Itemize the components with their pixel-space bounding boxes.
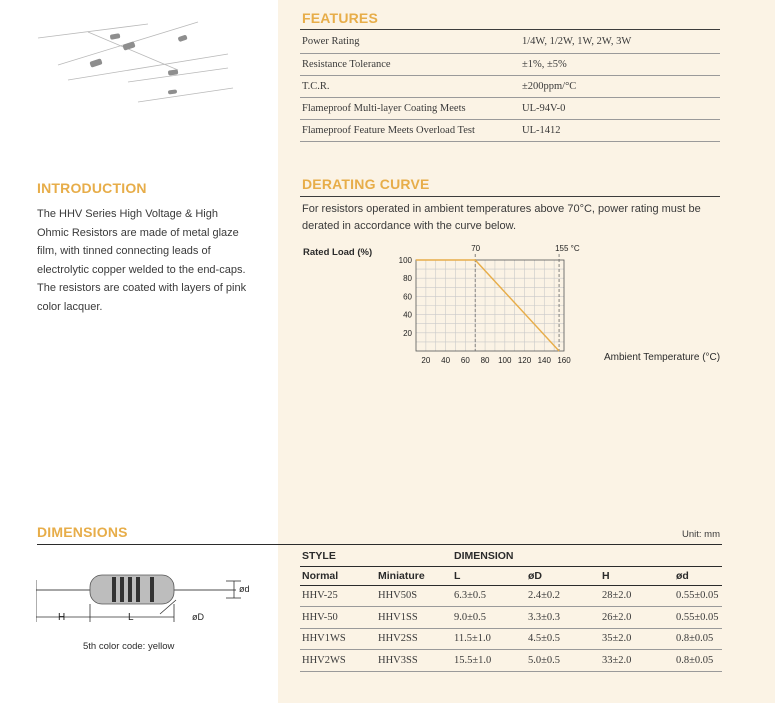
table-cell: HHV3SS: [376, 650, 452, 672]
dimension-oD-label: øD: [192, 612, 204, 622]
feature-value: ±1%, ±5%: [522, 53, 720, 75]
features-row: [300, 119, 720, 141]
x-tick-label: 100: [498, 356, 512, 365]
dimension-h-label: H: [58, 612, 66, 623]
table-row: [300, 607, 722, 629]
chart-xlabel: Ambient Temperature (°C): [604, 352, 721, 363]
feature-label: Flameproof Feature Meets Overload Test: [300, 119, 522, 141]
table-cell: 15.5±1.0: [452, 650, 526, 672]
table-cell: HHV-25: [300, 585, 376, 607]
dimensions-column-header: [300, 566, 722, 585]
dimension-l-label: L: [128, 612, 134, 623]
table-cell: 4.5±0.5: [526, 628, 600, 650]
y-tick-label: 100: [398, 256, 412, 265]
table-cell: 0.55±0.05: [674, 585, 722, 607]
y-tick-label: 80: [403, 274, 412, 284]
features-row: [300, 97, 720, 119]
x-tick-label: 80: [480, 356, 490, 365]
table-cell: 26±2.0: [600, 607, 674, 629]
table-cell: 2.4±0.2: [526, 585, 600, 607]
dimensions-heading: DIMENSIONS: [37, 524, 128, 540]
dimensions-rule: [37, 544, 722, 545]
table-cell: HHV2WS: [300, 650, 376, 672]
feature-label: Resistance Tolerance: [300, 53, 522, 75]
derating-heading: DERATING CURVE: [302, 176, 430, 192]
table-row: [300, 585, 722, 607]
table-row: [300, 650, 722, 672]
chart-ylabel: Rated Load (%): [303, 247, 373, 258]
x-tick-label: 60: [460, 356, 470, 365]
feature-value: ±200ppm/°C: [522, 75, 720, 97]
resistor-photo: [28, 10, 258, 120]
table-cell: 35±2.0: [600, 628, 674, 650]
table-cell: 0.55±0.05: [674, 607, 722, 629]
x-tick-label: 140: [537, 356, 551, 365]
dimension-group-header: DIMENSION: [452, 547, 722, 566]
table-cell: HHV50S: [376, 585, 452, 607]
table-cell: 33±2.0: [600, 650, 674, 672]
x-tick-label: 160: [557, 356, 571, 365]
table-row: [300, 628, 722, 650]
table-cell: 5.0±0.5: [526, 650, 600, 672]
feature-label: Flameproof Multi-layer Coating Meets: [300, 97, 522, 119]
table-cell: 0.8±0.05: [674, 650, 722, 672]
table-cell: HHV2SS: [376, 628, 452, 650]
feature-label: T.C.R.: [300, 75, 522, 97]
column-header: Normal: [300, 566, 376, 585]
y-tick-label: 20: [403, 328, 412, 338]
derating-rule: [300, 196, 720, 197]
y-tick-label: 60: [403, 292, 412, 302]
dimensions-group-header: [300, 547, 722, 566]
x-tick-label: 120: [517, 356, 532, 365]
features-row: [300, 53, 720, 75]
marker-label: 70: [471, 244, 481, 253]
column-header: Miniature: [376, 566, 452, 585]
features-heading: FEATURES: [302, 10, 379, 26]
features-row: [300, 75, 720, 97]
marker-label: 155 °C: [555, 244, 580, 253]
introduction-heading: INTRODUCTION: [37, 180, 147, 196]
y-tick-label: 40: [403, 310, 412, 320]
feature-value: UL-1412: [522, 119, 720, 141]
table-cell: HHV-50: [300, 607, 376, 629]
column-header: ød: [674, 566, 722, 585]
color-code-caption: 5th color code: yellow: [83, 641, 175, 652]
table-cell: HHV1SS: [376, 607, 452, 629]
table-cell: 6.3±0.5: [452, 585, 526, 607]
column-header: H: [600, 566, 674, 585]
derating-chart: [372, 240, 582, 368]
column-header: L: [452, 566, 526, 585]
features-row: [300, 31, 720, 53]
unit-label: Unit: mm: [682, 529, 720, 540]
table-cell: 28±2.0: [600, 585, 674, 607]
table-cell: 3.3±0.3: [526, 607, 600, 629]
resistor-dimension-diagram: [36, 570, 251, 630]
x-tick-label: 40: [441, 356, 451, 365]
dimensions-table: [300, 547, 722, 672]
table-cell: 11.5±1.0: [452, 628, 526, 650]
table-cell: 0.8±0.05: [674, 628, 722, 650]
column-header: øD: [526, 566, 600, 585]
feature-label: Power Rating: [300, 31, 522, 53]
features-rule: [300, 29, 720, 30]
table-cell: 9.0±0.5: [452, 607, 526, 629]
features-table: [300, 31, 720, 142]
derating-text: For resistors operated in ambient temperatures above 70°C, power rating must be derated in accordance with the curve below.: [302, 203, 701, 232]
introduction-text: The HHV Series High Voltage & High Ohmic Resistors are made of metal glaze film, with tinned connecting leads of electrolytic copper welded to the end-caps. The resistors are coated with layers of pink color lacquer.: [37, 208, 247, 313]
style-group-header: STYLE: [300, 547, 452, 566]
x-tick-label: 20: [421, 356, 431, 365]
table-cell: HHV1WS: [300, 628, 376, 650]
dimension-od-label: ød: [239, 584, 250, 594]
feature-value: 1/4W, 1/2W, 1W, 2W, 3W: [522, 31, 720, 53]
feature-value: UL-94V-0: [522, 97, 720, 119]
